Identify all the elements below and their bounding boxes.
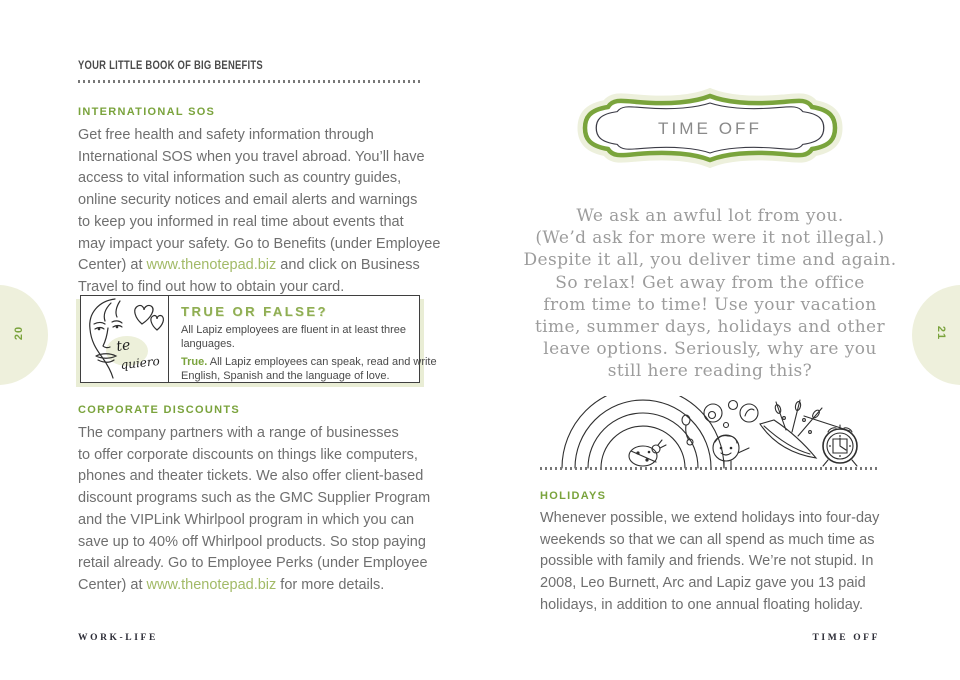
time-off-intro-paragraph: [520, 205, 900, 383]
text-line: [540, 530, 879, 552]
time-off-badge: [575, 86, 845, 170]
text-segment: possible with family and friends. We’re not stupid. In: [540, 553, 874, 570]
text-segment: phones and theater tickets. We also offer client-based: [78, 468, 424, 485]
text-segment: for more details.: [276, 576, 385, 593]
text-line: [540, 508, 879, 530]
text-line: [181, 355, 437, 369]
text-line: [78, 532, 430, 554]
text-segment: still here reading this?: [607, 361, 813, 382]
text-segment: Whenever possible, we extend holidays into four-day: [540, 510, 880, 526]
text-segment: The company partners with a range of businesses: [78, 425, 399, 441]
true-or-false-content: [169, 296, 449, 382]
text-line: [78, 510, 430, 532]
text-line: [78, 190, 440, 212]
text-line: [78, 575, 430, 597]
corporate-discounts-paragraph: [78, 423, 430, 597]
true-or-false-title: TRUE OR FALSE?: [181, 304, 328, 319]
text-line: [78, 466, 430, 488]
text-segment: save up to 40% off Whirlpool products. So stop paying: [78, 533, 426, 550]
text-line: [520, 360, 900, 382]
true-or-false-question: All Lapiz employees are fluent in at least three languages.: [181, 324, 407, 350]
left-footer: WORK-LIFE: [78, 633, 158, 643]
text-segment: leave options. Seriously, why are you: [543, 339, 877, 360]
page-number: 21: [935, 325, 948, 341]
text-line: [78, 125, 440, 147]
text-line: [520, 249, 900, 271]
script-caption-word1: te: [115, 337, 132, 355]
text-segment: and click on Business: [276, 257, 420, 274]
text-line: [520, 227, 900, 249]
right-footer: TIME OFF: [812, 633, 880, 643]
text-segment: Get free health and safety information through: [78, 127, 374, 143]
text-line: [78, 255, 440, 277]
text-segment: Despite it all, you deliver time and again.: [523, 250, 897, 271]
text-line: [78, 234, 440, 256]
plaque-frame-icon: [575, 86, 845, 170]
section-heading-holidays: HOLIDAYS: [540, 490, 607, 502]
text-segment: time, summer days, holidays and other: [534, 317, 886, 338]
text-segment: weekends so that we can all spend as much time as: [540, 531, 875, 548]
text-segment: English, Spanish and the language of love.: [181, 370, 390, 382]
text-segment: holidays, in addition to one annual floating holiday.: [540, 596, 863, 613]
text-line: [520, 272, 900, 294]
script-caption-word2: quiero: [119, 353, 161, 372]
face-and-hearts-sketch-icon: [81, 296, 168, 380]
text-segment: retail already. Go to Employee Perks (under Employee: [78, 555, 428, 572]
text-segment: online security notices and email alerts and warnings: [78, 192, 418, 209]
text-line: [78, 488, 430, 510]
time-off-illustration: [548, 396, 878, 470]
section-heading-corporate-discounts: CORPORATE DISCOUNTS: [78, 404, 241, 416]
inline-link[interactable]: www.thenotepad.biz: [146, 576, 277, 593]
text-line: [540, 573, 879, 595]
text-segment: (We’d ask for more were it not illegal.): [535, 228, 885, 249]
text-segment: 2008, Leo Burnett, Arc and Lapiz gave you 13 paid: [540, 575, 866, 592]
section-heading-international-sos: INTERNATIONAL SOS: [78, 106, 216, 118]
text-segment: to keep you informed in real time about events that: [78, 213, 404, 230]
text-segment: We ask an awful lot from you.: [576, 206, 844, 226]
text-segment: Travel to find out how to obtain your card.: [78, 278, 345, 295]
page-tab-right: [912, 285, 960, 385]
text-segment: discount programs such as the GMC Supplier Program: [78, 490, 431, 507]
running-header: [78, 60, 421, 83]
book-title: YOUR LITTLE BOOK OF BIG BENEFITS: [78, 60, 263, 72]
text-segment: to offer corporate discounts on things like computers,: [78, 446, 418, 463]
text-line: [520, 316, 900, 338]
text-line: [78, 147, 440, 169]
holidays-paragraph: [540, 508, 879, 617]
divider-dotted-rule: [540, 467, 880, 470]
text-line: [78, 168, 440, 190]
text-segment: So relax! Get away from the office: [555, 272, 865, 293]
page-tab-left: [0, 285, 48, 385]
international-sos-paragraph: [78, 125, 440, 299]
rainbow-ladybug-child-plants-clock-icon: [548, 396, 878, 470]
text-line: [520, 294, 900, 316]
text-segment: All Lapiz employees can speak, read and write: [207, 356, 437, 368]
true-or-false-box: [80, 295, 437, 383]
text-line: [520, 338, 900, 360]
text-line: [540, 551, 879, 573]
text-line: [78, 212, 440, 234]
inline-link[interactable]: www.thenotepad.biz: [146, 257, 277, 274]
answer-accent: True.: [181, 356, 208, 368]
text-line: [540, 595, 879, 617]
text-segment: Center) at: [78, 257, 147, 274]
text-segment: may impact your safety. Go to Benefits (under Employee: [78, 235, 441, 252]
badge-label: TIME OFF: [658, 119, 762, 138]
text-line: [78, 553, 430, 575]
text-segment: access to vital information such as country guides,: [78, 170, 402, 187]
true-or-false-answer: [181, 355, 437, 383]
text-line: [78, 423, 430, 445]
text-line: [78, 445, 430, 467]
text-segment: International SOS when you travel abroad. You’ll have: [78, 148, 425, 165]
page-number: 20: [12, 325, 25, 341]
text-segment: Center) at: [78, 576, 147, 593]
text-segment: from time to time! Use your vacation: [543, 294, 877, 315]
text-line: [520, 205, 900, 227]
face-and-hearts-illustration: [81, 296, 169, 382]
text-line: [181, 369, 437, 383]
text-segment: and the VIPLink Whirlpool program in which you can: [78, 511, 415, 528]
header-dotted-rule: [78, 80, 421, 83]
